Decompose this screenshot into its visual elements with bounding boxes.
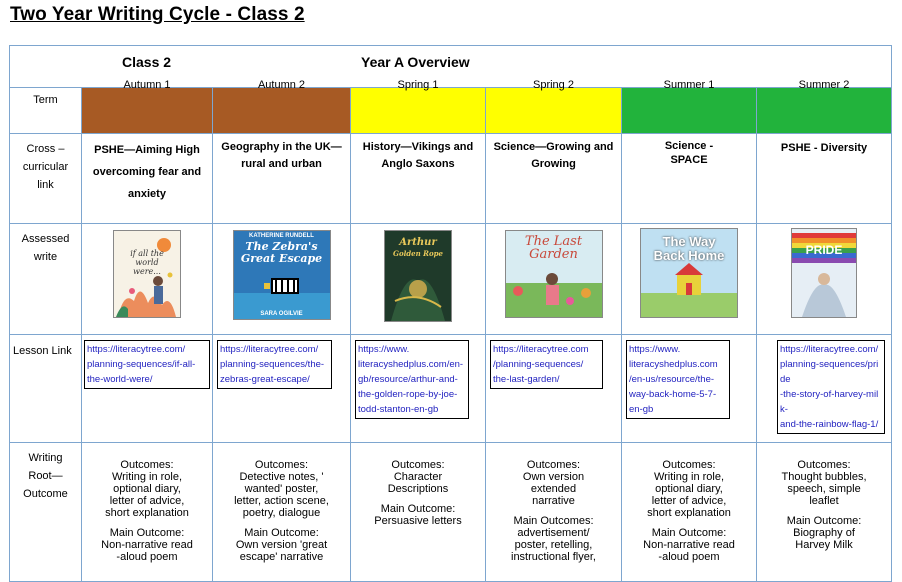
book-cover-arthur-golden-rope-icon: Arthur Golden Rope xyxy=(384,230,452,322)
link-cell xyxy=(351,335,486,443)
topic-cell: PSHE - Diversity xyxy=(757,134,892,224)
book-cell xyxy=(757,224,892,335)
writing-outcome-row xyxy=(10,443,892,582)
outcome-cell: Outcomes: Own version extended narrative Main Outcomes: advertisement/ poster, retelling, instructional flyer, xyxy=(486,443,622,582)
link-cell xyxy=(82,335,213,443)
topic-cell: Science - SPACE xyxy=(622,134,757,224)
assessed-write-row xyxy=(10,224,892,335)
book-cell xyxy=(213,224,351,335)
term-row xyxy=(10,88,892,134)
lesson-link[interactable]: https://literacytree.com/ planning-sequences/the- zebras-great-escape/ xyxy=(217,340,332,389)
topic-cell: History—Vikings and Anglo Saxons xyxy=(351,134,486,224)
link-cell xyxy=(622,335,757,443)
outcome-cell: Outcomes: Writing in role, optional diary, letter of advice, short explanation Main Outcome: Non-narrative read -aloud poem xyxy=(622,443,757,582)
class-heading: Class 2 xyxy=(122,54,172,70)
link-cell xyxy=(757,335,892,443)
book-cell xyxy=(622,224,757,335)
lesson-link[interactable]: https://literacytree.com/ planning-sequences/pride -the-story-of-harvey-milk- and-the-rainbow-flag-1/ xyxy=(777,340,885,434)
book-cell xyxy=(486,224,622,335)
link-cell xyxy=(486,335,622,443)
writing-cycle-table xyxy=(9,45,892,582)
link-cell xyxy=(213,335,351,443)
outcome-cell: Outcomes: Detective notes, ' wanted' poster, letter, action scene, poetry, dialogue Main Outcome: Own version 'great escape' narrative xyxy=(213,443,351,582)
term-autumn-1: Autumn 1 xyxy=(82,88,213,134)
topic-cell: PSHE—Aiming High overcoming fear and anxiety xyxy=(82,134,213,224)
lesson-link-row xyxy=(10,335,892,443)
topic-cell: Science—Growing and Growing xyxy=(486,134,622,224)
lesson-link[interactable]: https://literacytree.com /planning-sequences/ the-last-garden/ xyxy=(490,340,603,389)
row-label-term: Term xyxy=(10,88,82,134)
row-label-writing-outcome: Writing Root— Outcome xyxy=(10,443,82,582)
term-spring-2: Spring 2 xyxy=(486,88,622,134)
cross-curricular-row xyxy=(10,134,892,224)
book-cell xyxy=(82,224,213,335)
term-summer-1: Summer 1 xyxy=(622,88,757,134)
book-cell xyxy=(351,224,486,335)
outcome-cell: Outcomes: Writing in role, optional diary, letter of advice, short explanation Main Outcome: Non-narrative read -aloud poem xyxy=(82,443,213,582)
row-label-cross-curricular: Cross – curricular link xyxy=(10,134,82,224)
book-cover-way-back-home-icon: The Way Back Home xyxy=(640,228,738,318)
lesson-link[interactable]: https://www. literacyshedplus.com /en-us/resource/the- way-back-home-5-7- en-gb xyxy=(626,340,730,419)
book-cover-pride-icon: PRIDE xyxy=(791,228,857,318)
lesson-link[interactable]: https://literacytree.com/ planning-sequences/if-all- the-world-were/ xyxy=(84,340,210,389)
book-cover-zebras-great-escape-icon: KATHERINE RUNDELL The Zebra's Great Escape SARA OGILVIE xyxy=(233,230,331,320)
row-label-lesson-link: Lesson Link xyxy=(10,335,82,443)
row-label-assessed-write: Assessed write xyxy=(10,224,82,335)
page-title: Two Year Writing Cycle - Class 2 xyxy=(10,4,305,25)
term-summer-2: Summer 2 xyxy=(757,88,892,134)
term-spring-1: Spring 1 xyxy=(351,88,486,134)
outcome-cell: Outcomes: Thought bubbles, speech, simple leaflet Main Outcome: Biography of Harvey Milk xyxy=(757,443,892,582)
book-cover-if-all-the-world-were-icon: if all the world were... xyxy=(113,230,181,318)
topic-cell: Geography in the UK— rural and urban xyxy=(213,134,351,224)
book-cover-last-garden-icon: The Last Garden xyxy=(505,230,603,318)
lesson-link[interactable]: https://www. literacyshedplus.com/en- gb/resource/arthur-and- the-golden-rope-by-joe- todd-stanton-en-gb xyxy=(355,340,469,419)
overview-heading: Year A Overview xyxy=(361,54,470,70)
outcome-cell: Outcomes: Character Descriptions Main Outcome: Persuasive letters xyxy=(351,443,486,582)
term-autumn-2: Autumn 2 xyxy=(213,88,351,134)
